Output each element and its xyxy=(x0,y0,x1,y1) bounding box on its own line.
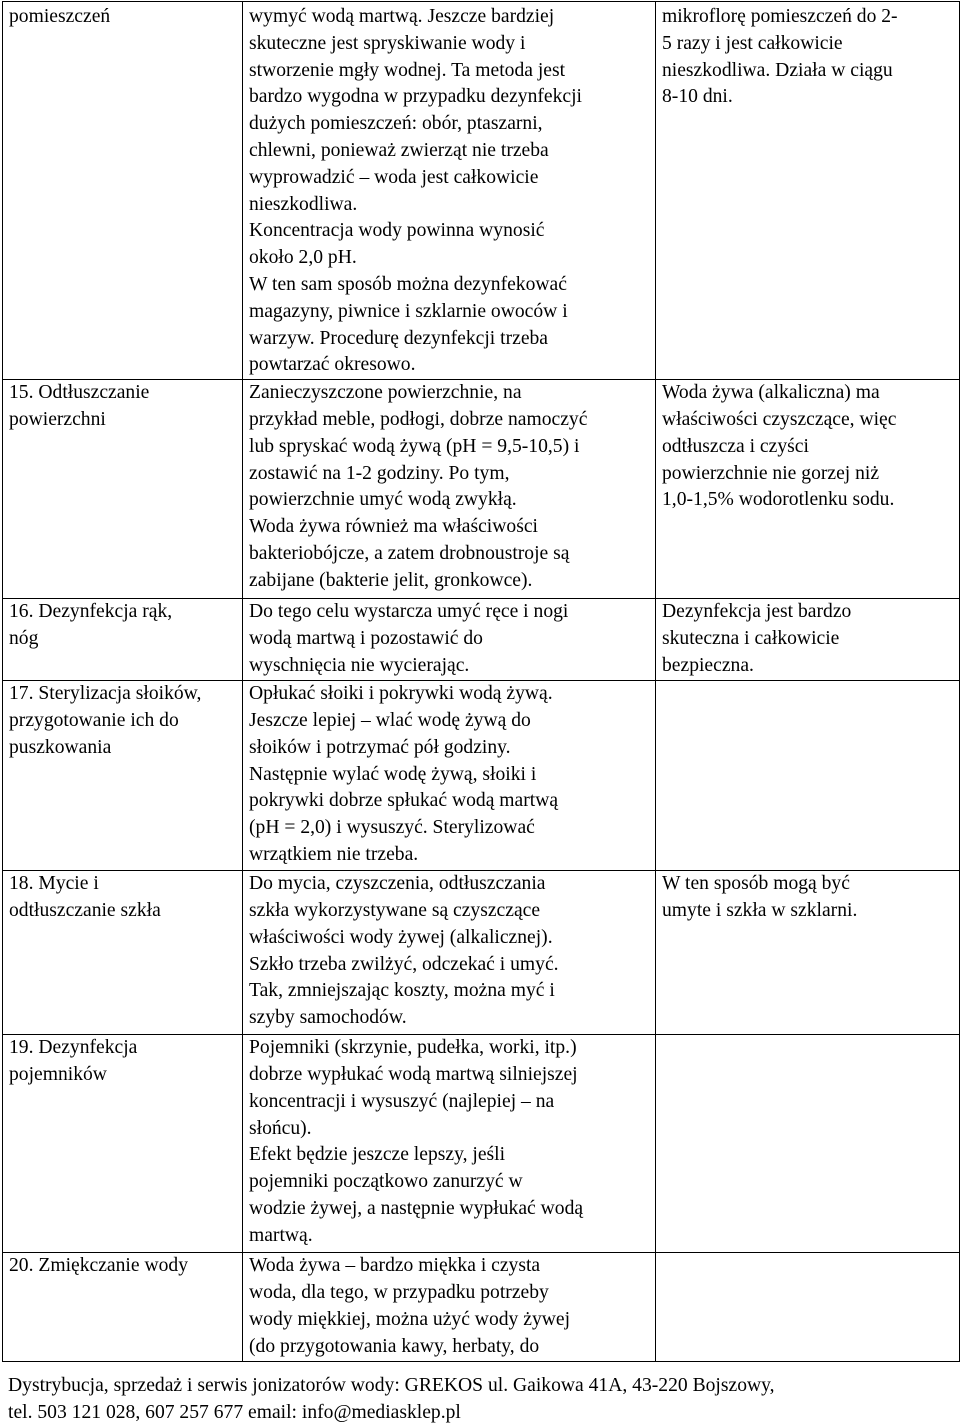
topic-cell: 15. Odtłuszczanie powierzchni xyxy=(3,380,243,599)
topic-cell: 19. Dezynfekcja pojemników xyxy=(3,1035,243,1253)
table-row xyxy=(3,599,960,681)
topic-cell: 17. Sterylizacja słoików, przygotowanie ich do puszkowania xyxy=(3,681,243,871)
instructions-table xyxy=(2,1,960,1362)
distributor-footer: Dystrybucja, sprzedaż i serwis jonizatorów wody: GREKOS ul. Gaikowa 41A, 43-220 Bojszowy, tel. 503 121 028, 607 257 677 email: info@mediasklep.pl xyxy=(8,1375,775,1423)
method-cell: Do mycia, czyszczenia, odtłuszczania szkła wykorzystywane są czyszczące właściwości wody żywej (alkalicznej). Szkło trzeba zwilżyć, odczekać i umyć. Tak, zmniejszając koszty, można myć i szyby samochodów. xyxy=(243,871,656,1035)
method-cell: Pojemniki (skrzynie, pudełka, worki, itp.) dobrze wypłukać wodą martwą silniejszej koncentracji i wysuszyć (najlepiej – na słońcu). Efekt będzie jeszcze lepszy, jeśli pojemniki początkowo zanurzyć w wodzie żywej, a następnie wypłukać wodą martwą. xyxy=(243,1035,656,1253)
table-row xyxy=(3,380,960,599)
method-cell: Do tego celu wystarcza umyć ręce i nogi wodą martwą i pozostawić do wyschnięcia nie wycierając. xyxy=(243,599,656,681)
method-cell: Zanieczyszczone powierzchnie, na przykład meble, podłogi, dobrze namoczyć lub spryskać wodą żywą (pH = 9,5-10,5) i zostawić na 1-2 godziny. Po tym, powierzchnie umyć wodą zwykłą. Woda żywa również ma właściwości bakteriobójcze, a zatem drobnoustroje są zabijane (bakterie jelit, gronkowce). xyxy=(243,380,656,599)
note-cell xyxy=(656,1035,960,1253)
note-cell xyxy=(656,681,960,871)
method-cell: Opłukać słoiki i pokrywki wodą żywą. Jeszcze lepiej – wlać wodę żywą do słoików i potrzymać pół godziny. Następnie wylać wodę żywą, słoiki i pokrywki dobrze spłukać wodą martwą (pH = 2,0) i wysuszyć. Sterylizować wrzątkiem nie trzeba. xyxy=(243,681,656,871)
table-row xyxy=(3,1253,960,1362)
method-cell: Woda żywa – bardzo miękka i czysta woda, dla tego, w przypadku potrzeby wody miękkiej, można użyć wody żywej (do przygotowania kawy, herbaty, do xyxy=(243,1253,656,1362)
note-cell xyxy=(656,1253,960,1362)
table-row xyxy=(3,871,960,1035)
note-cell: W ten sposób mogą być umyte i szkła w szklarni. xyxy=(656,871,960,1035)
topic-cell: pomieszczeń xyxy=(3,2,243,380)
topic-cell: 20. Zmiękczanie wody xyxy=(3,1253,243,1362)
table-row xyxy=(3,1035,960,1253)
note-cell: mikroflorę pomieszczeń do 2- 5 razy i jest całkowicie nieszkodliwa. Działa w ciągu 8-10 dni. xyxy=(656,2,960,380)
table-row xyxy=(3,681,960,871)
table-row xyxy=(3,2,960,380)
topic-cell: 16. Dezynfekcja rąk, nóg xyxy=(3,599,243,681)
note-cell: Dezynfekcja jest bardzo skuteczna i całkowicie bezpieczna. xyxy=(656,599,960,681)
topic-cell: 18. Mycie i odtłuszczanie szkła xyxy=(3,871,243,1035)
note-cell: Woda żywa (alkaliczna) ma właściwości czyszczące, więc odtłuszcza i czyści powierzchnie nie gorzej niż 1,0-1,5% wodorotlenku sodu. xyxy=(656,380,960,599)
method-cell: wymyć wodą martwą. Jeszcze bardziej skuteczne jest spryskiwanie wody i stworzenie mgły wodnej. Ta metoda jest bardzo wygodna w przypadku dezynfekcji dużych pomieszczeń: obór, ptaszarni, chlewni, ponieważ zwierząt nie trzeba wyprowadzić – woda jest całkowicie nieszkodliwa. Koncentracja wody powinna wynosić około 2,0 pH. W ten sam sposób można dezynfekować magazyny, piwnice i szklarnie owoców i warzyw. Procedurę dezynfekcji trzeba powtarzać okresowo. xyxy=(243,2,656,380)
